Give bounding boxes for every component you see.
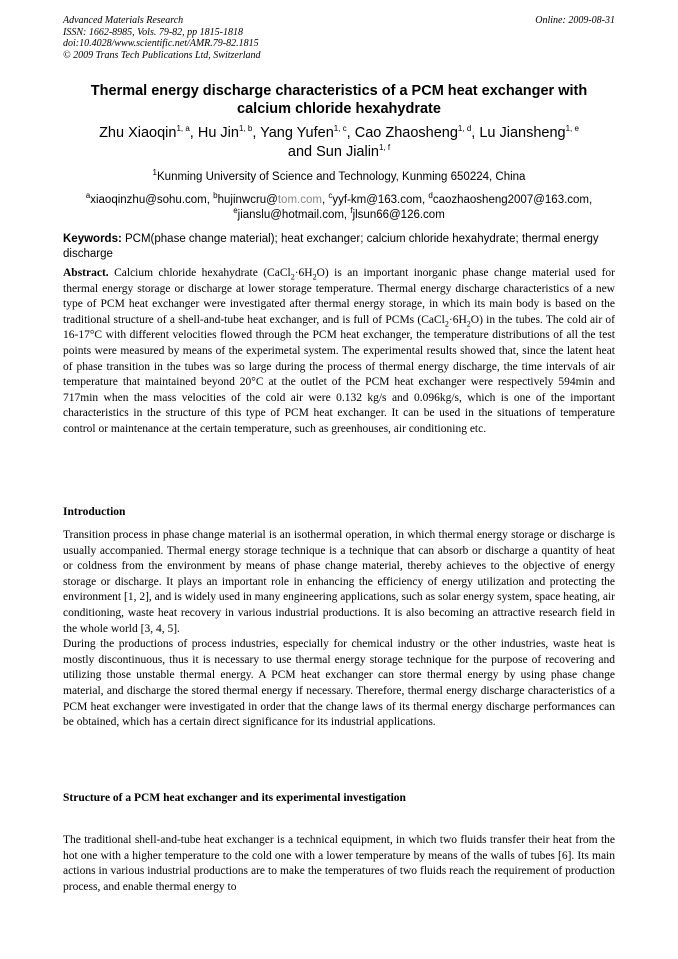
author-list (40, 124, 638, 161)
email-c[interactable]: yyf-km@163.com, (332, 194, 429, 206)
journal-header (63, 15, 615, 61)
email-sup: a (85, 191, 91, 201)
email-list (62, 193, 616, 223)
abstract (63, 266, 615, 438)
email-f[interactable]: jlsun66@126.com (352, 209, 445, 221)
affiliation (40, 170, 638, 184)
author-name: , Lu Jiansheng (471, 125, 566, 141)
email-b-domain[interactable]: tom.com (277, 194, 322, 206)
author-name: and Sun Jialin (287, 143, 379, 160)
online-date: Online: 2009-08-31 (535, 15, 615, 26)
author-affil-sup: 1, d (457, 124, 472, 134)
section-heading: Structure of a PCM heat exchanger and its experimental investigation (63, 792, 406, 804)
author-name: , Cao Zhaosheng (346, 125, 458, 141)
email-separator: , (321, 194, 329, 206)
paragraph: Transition process in phase change material is an isothermal operation, in which thermal energy storage or discharge is usually accompanied. Thermal energy storage technique is a technique that can absorb or discharge a quantity of heat or coldness from the environment by means of phase change material, thereby achieves to the objective of energy storage or discharge. It plays an important role in enhancing the efficiency of energy utilization and protecting the environment [1, 2], and is widely used in many engineering applications, such as solar energy system, space heating, air conditioning, waste heat recovery in various industrial productions. It is also becoming an attractive research field in the whole world [3, 4, 5]. (63, 529, 615, 635)
issn-line: ISSN: 1662-8985, Vols. 79-82, pp 1815-1818 (63, 26, 243, 38)
email-sup: e (233, 206, 238, 216)
abstract-text: Calcium chloride hexahydrate (CaCl (108, 267, 291, 279)
email-e[interactable]: jianslu@hotmail.com, (237, 209, 351, 221)
author-name: , Yang Yufen (252, 125, 334, 141)
email-b-user[interactable]: hujinwcru@ (217, 194, 278, 206)
abstract-text: ·6H (294, 267, 313, 279)
author-name: Zhu Xiaoqin (99, 125, 177, 141)
abstract-text: O) is an important inorganic phase change material used for thermal energy storage or discharge at lower storage temperature. Thermal energy discharge characteristics of a new type of PCM heat exchanger were investigated after thermal energy storage, in which its main body is based on the traditional structure of a shell-and-tube heat exchanger, and is full of PCMs (CaCl (63, 267, 615, 326)
subscript: 2 (444, 319, 449, 329)
section-body (63, 833, 615, 895)
subscript: 2 (466, 319, 471, 329)
email-sup: f (350, 206, 353, 216)
affiliation-sup: 1 (152, 168, 157, 178)
author-affil-sup: 1, b (238, 124, 253, 134)
introduction-body (63, 528, 615, 731)
paragraph: The traditional shell-and-tube heat exchanger is a technical equipment, in which two fluids transfer their heat from the hot one with a higher temperature to the cold one with a lower temperature by means of the walls of tubes [6]. Its main actions in various industrial productions are to make the temperatures of two fluids reach the requirement of production process, and enable thermal energy to (63, 834, 615, 893)
copyright-line: © 2009 Trans Tech Publications Ltd, Switzerland (63, 49, 261, 61)
email-a[interactable]: xiaoqinzhu@sohu.com, (90, 194, 214, 206)
paper-title (40, 82, 638, 118)
author-name: , Hu Jin (189, 125, 239, 141)
email-sup: c (328, 191, 333, 201)
subscript: 2 (312, 272, 317, 282)
abstract-label: Abstract. (63, 267, 109, 279)
doi-line[interactable]: doi:10.4028/www.scientific.net/AMR.79-82.1815 (63, 38, 259, 49)
abstract-text: ·6H (448, 313, 467, 326)
email-sup: b (213, 191, 218, 201)
author-affil-sup: 1, a (176, 124, 190, 134)
paragraph: During the productions of process industries, especially for chemical industry or the other industries, waste heat is mostly discontinuous, thus it is necessary to use thermal energy storage technique for the purpose of recovering and utilizing those unstable thermal energy. A PCM heat exchanger can store thermal energy by using phase change material, and discharge the stored thermal energy if necessary. Therefore, thermal energy discharge characteristics of a PCM heat exchanger were investigated in order that the change laws of its thermal energy discharge performances can be obtained, which has a certain direct significance for its industrial applications. (63, 638, 615, 729)
keywords-label: Keywords: (63, 233, 122, 245)
abstract-text: O) in the tubes. The cold air of 16-17°C with different velocities flowed through the PCM heat exchanger, the temperature distributions of all the test points were measured by means of the experimetal system. The experimental results showed that, since the latent heat of phase transition in the tubes was so large during the process of thermal energy discharge, the time intervals of air temperature that maintained beyond 20°C at the outlet of the PCM heat exchanger were respectively 594min and 717min when the mass velocities of the cold air were 0.132 kg/s and 0.096kg/s, which is one of the important characteristics in the structure of this type of PCM heat exchanger. It can be used in the situations of temperature control or maintenance at the certain temperature, such as greenhouses, air conditioning etc. (63, 313, 615, 435)
keywords-text: PCM(phase change material); heat exchanger; calcium chloride hexahydrate; thermal energy discharge (63, 233, 599, 260)
author-affil-sup: 1, e (565, 124, 579, 134)
author-affil-sup: 1, c (333, 124, 347, 134)
title-line-1: Thermal energy discharge characteristics of a PCM heat exchanger with (90, 83, 588, 99)
keywords (63, 232, 615, 261)
journal-name: Advanced Materials Research (63, 15, 184, 26)
title-line-2: calcium chloride hexahydrate (237, 101, 441, 117)
author-affil-sup: 1, f (378, 142, 391, 152)
subscript: 2 (290, 272, 295, 282)
email-sup: d (428, 191, 433, 201)
email-d[interactable]: caozhaosheng2007@163.com, (432, 194, 593, 206)
introduction-heading: Introduction (63, 506, 126, 518)
affiliation-text: Kunming University of Science and Technology, Kunming 650224, China (157, 171, 526, 183)
